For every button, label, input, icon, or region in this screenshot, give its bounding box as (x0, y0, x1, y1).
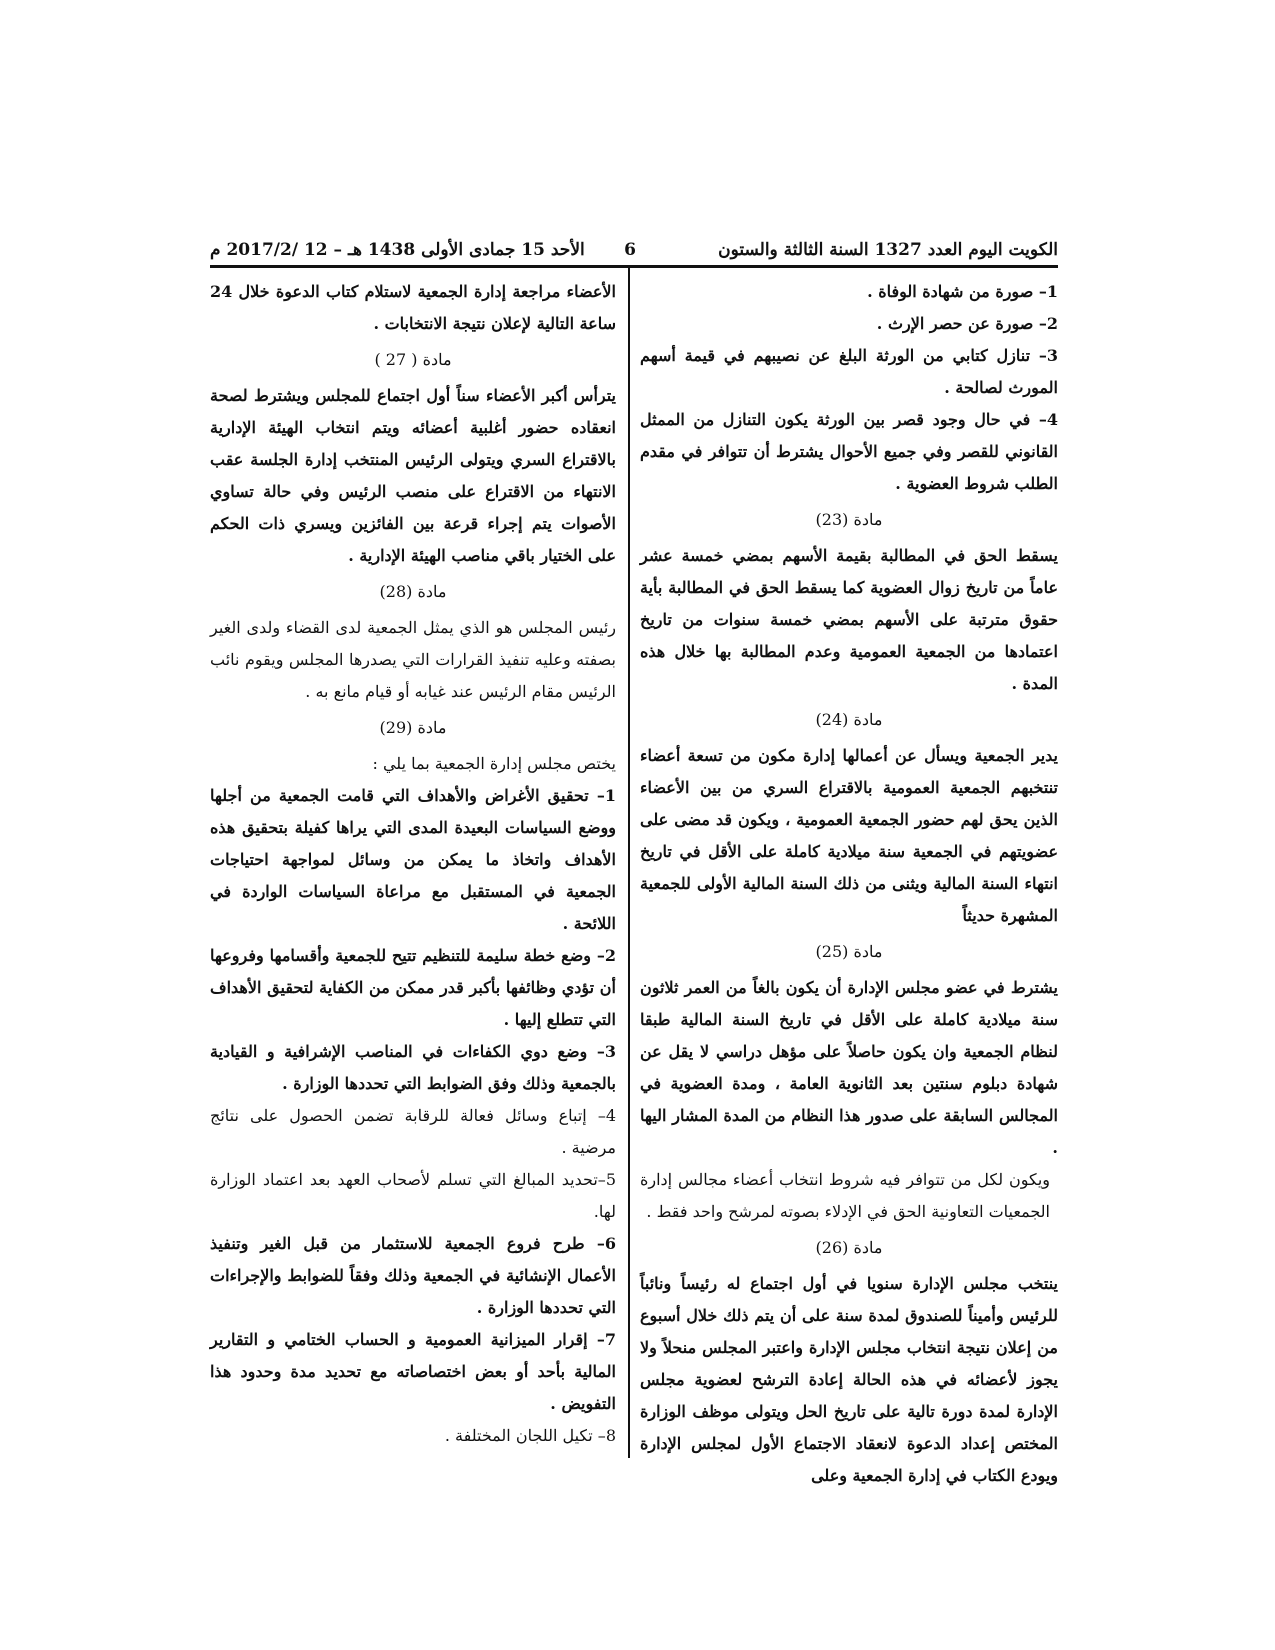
list-item: 4– في حال وجود قصر بين الورثة يكون التنازل من الممثل القانوني للقصر وفي جميع الأحوال يشترط أن تتوافر في مقدم الطلب شروط العضوية . (640, 410, 1058, 493)
list-item: 8– تكيل اللجان المختلفة . (444, 1426, 616, 1445)
article-paragraph: رئيس المجلس هو الذي يمثل الجمعية لدى القضاء ولدى الغير بصفته وعليه تنفيذ القرارات التي يصدرها المجلس ويقوم نائب الرئيس مقام الرئيس عند غيابه أو قيام مانع به . (210, 618, 616, 701)
header-page-number: 6 (624, 240, 636, 260)
list-item: 2– وضع خطة سليمة للتنظيم تتيح للجمعية وأقسامها وفروعها أن تؤدي وظائفها بأكبر قدر ممكن من الكفاية لتحقيق الأهداف التي تتطلع إليها . (210, 946, 616, 1029)
article-heading: مادة (26) (815, 1238, 883, 1257)
list-item: 6– طرح فروع الجمعية للاستثمار من قبل الغير وتنفيذ الأعمال الإنشائية في الجمعية وذلك وفقاً للضوابط والإجراءات التي تحددها الوزارة . (210, 1234, 616, 1317)
article-heading: مادة (29) (379, 718, 447, 737)
article-paragraph: ويكون لكل من تتوافر فيه شروط انتخاب أعضاء مجالس إدارة الجمعيات التعاونية الحق في الإدلاء بصوته لمرشح واحد فقط . (640, 1170, 1050, 1221)
column-divider (628, 268, 630, 1458)
list-item: 2– صورة عن حصر الإرث . (876, 314, 1058, 333)
list-item: 3– تنازل كتابي من الورثة البلغ عن نصيبهم في قيمة أسهم المورث لصالحة . (640, 346, 1058, 397)
header-date: الأحد 15 جمادى الأولى 1438 هـ – 12 /2017/2 م (210, 240, 585, 260)
article-paragraph: يختص مجلس إدارة الجمعية بما يلي : (372, 754, 616, 773)
page-header (210, 236, 1058, 266)
article-heading: مادة ( 27 ) (374, 350, 452, 369)
article-paragraph: الأعضاء مراجعة إدارة الجمعية لاستلام كتاب الدعوة خلال 24 ساعة التالية لإعلان نتيجة الانتخابات . (210, 282, 616, 333)
header-issue-info: الكويت اليوم العدد 1327 السنة الثالثة والستون (718, 240, 1058, 260)
article-paragraph: ينتخب مجلس الإدارة سنويا في أول اجتماع له رئيساً ونائباً للرئيس وأميناً للصندوق لمدة سنة على أن يتم ذلك خلال أسبوع من إعلان نتيجة انتخاب مجلس الإدارة واعتبر المجلس منحلاً ولا يجوز لأعضائه في هذه الحالة إعادة الترشح لعضوية مجلس الإدارة لمدة دورة تالية على تاريخ الحل ويتولى موظف الوزارة المختص إعداد الدعوة لانعقاد الاجتماع الأول لمجلس الإدارة ويودع الكتاب في إدارة الجمعية وعلى (640, 1274, 1059, 1485)
article-heading: مادة (23) (815, 510, 883, 529)
list-item: 3– وضع دوي الكفاءات في المناصب الإشرافية و القيادية بالجمعية وذلك وفق الضوابط التي تحددها الوزارة . (210, 1042, 616, 1093)
article-paragraph: يترأس أكبر الأعضاء سناً أول اجتماع للمجلس ويشترط لصحة انعقاده حضور أغلبية أعضائه ويتم انتخاب الهيئة الإدارية بالاقتراع السري ويتولى الرئيس المنتخب إدارة الجلسة عقب الانتهاء من الاقتراع على منصب الرئيس وفي حالة تساوي الأصوات يتم إجراء قرعة بين الفائزين ويسري ذات الحكم على الختيار باقي مناصب الهيئة الإدارية . (210, 386, 616, 565)
list-item: 5–تحديد المبالغ التي تسلم لأصحاب العهد بعد اعتماد الوزارة لها. (210, 1170, 616, 1221)
article-paragraph: يسقط الحق في المطالبة بقيمة الأسهم بمضي خمسة عشر عاماً من تاريخ زوال العضوية كما يسقط الحق في المطالبة بأية حقوق مترتبة على الأسهم بمضي خمسة سنوات من تاريخ اعتمادها من الجمعية العمومية وعدم المطالبة بها خلال هذه المدة . (640, 546, 1058, 693)
article-heading: مادة (25) (815, 942, 883, 961)
list-item: 1– تحقيق الأغراض والأهداف التي قامت الجمعية من أجلها ووضع السياسات البعيدة المدى التي يراها كفيلة بتحقيق هذه الأهداف واتخاذ ما يمكن من وسائل لمواجهة احتياجات الجمعية في المستقبل مع مراعاة السياسات الواردة في اللائحة . (210, 786, 616, 933)
article-heading: مادة (24) (815, 710, 883, 729)
list-item: 4– إتباع وسائل فعالة للرقابة تضمن الحصول على نتائج مرضية . (210, 1106, 616, 1157)
header-rule (210, 265, 1058, 268)
list-item: 1– صورة من شهادة الوفاة . (867, 282, 1058, 301)
article-heading: مادة (28) (379, 582, 447, 601)
article-paragraph: يدير الجمعية ويسأل عن أعمالها إدارة مكون من تسعة أعضاء تنتخبهم الجمعية العمومية بالاقتراع السري من بين الأعضاء الذين يحق لهم حضور الجمعية العمومية ، ويكون قد مضى على عضويتهم في الجمعية سنة ميلادية كاملة على الأقل في تاريخ انتهاء السنة المالية ويثنى من ذلك السنة المالية الأولى للجمعية المشهرة حديثاً (640, 746, 1058, 925)
left-column (210, 276, 616, 1452)
list-item: 7– إقرار الميزانية العمومية و الحساب الختامي و التقارير المالية بأحد أو بعض اختصاصاته مع تحديد مدة وحدود هذا التفويض . (210, 1330, 616, 1413)
right-column (640, 276, 1058, 1492)
article-paragraph: يشترط في عضو مجلس الإدارة أن يكون بالغاً من العمر ثلاثون سنة ميلادية كاملة على الأقل في تاريخ السنة المالية طبقا لنظام الجمعية وان يكون حاصلاً على مؤهل دراسي لا يقل عن شهادة دبلوم سنتين بعد الثانوية العامة ، ومدة العضوية في المجالس السابقة على صدور هذا النظام من المدة المشار اليها . (640, 978, 1058, 1157)
